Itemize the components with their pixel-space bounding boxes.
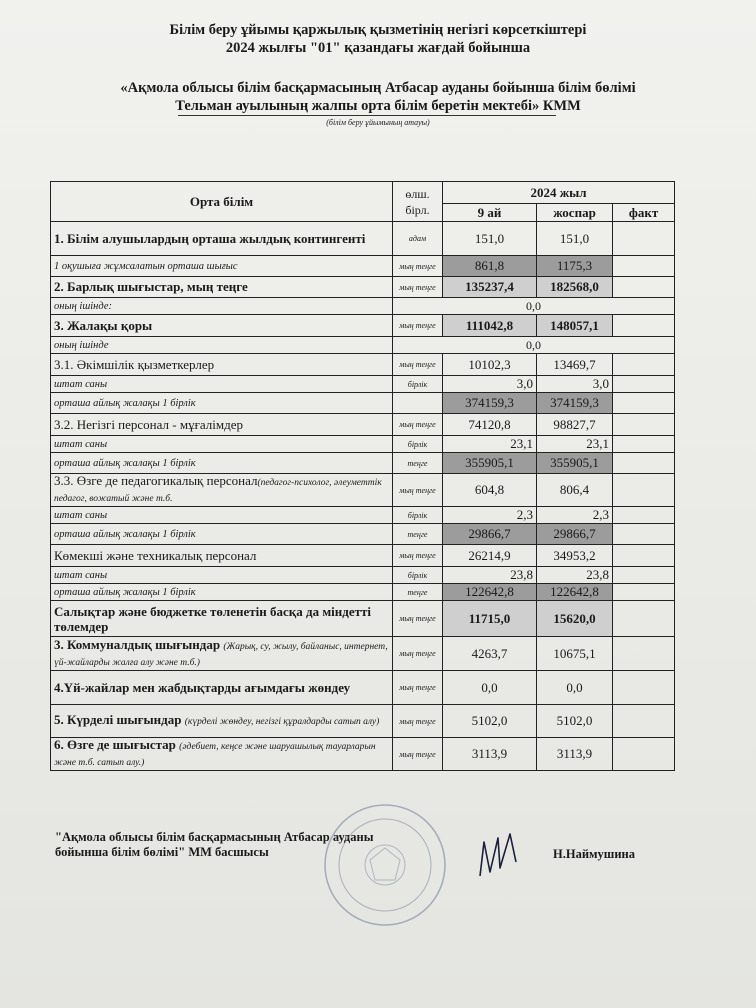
row-label-text: 3.2. Негізгі персонал - мұғалімдер xyxy=(54,416,243,432)
value-plan: 2,3 xyxy=(537,507,613,524)
row-unit: теңге xyxy=(393,453,443,474)
row-label xyxy=(51,256,393,277)
table-row xyxy=(51,315,675,337)
value-fact xyxy=(613,601,675,637)
value-plan: 13469,7 xyxy=(537,354,613,376)
row-label-note: (әдебиет, кеңсе және шаруашылық тауарларын және т.б. сатып алу.) xyxy=(54,742,376,768)
report-title: Білім беру ұйымы қаржылық қызметінің негізгі көрсеткіштері xyxy=(169,22,587,38)
value-plan: 1175,3 xyxy=(537,256,613,277)
value-9-months: 0,0 xyxy=(443,671,537,705)
value-fact xyxy=(613,277,675,298)
value-fact xyxy=(613,474,675,507)
table-row xyxy=(51,354,675,376)
value-plan: 374159,3 xyxy=(537,393,613,414)
row-unit: адам xyxy=(393,222,443,256)
row-label-text: орташа айлық жалақы 1 бірлік xyxy=(54,457,196,469)
table-row xyxy=(51,545,675,567)
organization-name-line2: Тельман ауылының жалпы орта білім беретін мектебі» КММ xyxy=(175,98,581,114)
value-plan: 3,0 xyxy=(537,376,613,393)
row-label xyxy=(51,637,393,671)
row-label-text: 5. Күрделі шығындар xyxy=(54,712,185,727)
header-unit-line2: бірл. xyxy=(405,202,430,217)
row-label xyxy=(51,567,393,584)
value-9-months: 23,1 xyxy=(443,436,537,453)
row-label xyxy=(51,474,393,507)
table-row xyxy=(51,705,675,738)
value-fact xyxy=(613,567,675,584)
header-education-level: Орта білім xyxy=(51,182,393,222)
value-fact xyxy=(613,222,675,256)
header-unit-line1: өлш. xyxy=(405,186,430,201)
value-plan: 15620,0 xyxy=(537,601,613,637)
header-plan: жоспар xyxy=(537,204,613,222)
official-stamp xyxy=(300,800,470,930)
row-unit: мың теңге xyxy=(393,705,443,738)
row-label-text: Көмекші және техникалық персонал xyxy=(54,547,257,563)
signer-name: Н.Наймушина xyxy=(553,847,635,861)
value-fact xyxy=(613,738,675,771)
value-fact xyxy=(613,705,675,738)
row-unit: бірлік xyxy=(393,507,443,524)
row-label-text: штат саны xyxy=(54,438,108,450)
table-row xyxy=(51,414,675,436)
row-label-text: 3. Жалақы қоры xyxy=(54,317,153,333)
row-label-text: Салықтар және бюджетке төленетін басқа да міндетті төлемдер xyxy=(54,603,372,634)
row-label-text: штат саны xyxy=(54,378,108,390)
value-fact xyxy=(613,354,675,376)
value-9-months: 3,0 xyxy=(443,376,537,393)
value-9-months: 135237,4 xyxy=(443,277,537,298)
value-plan: 3113,9 xyxy=(537,738,613,771)
row-label-text: 3.3. Өзге де педагогикалық персонал xyxy=(54,473,258,488)
organization-caption: (білім беру ұйымының атауы) xyxy=(326,118,430,127)
table-row xyxy=(51,671,675,705)
value-9-months: 23,8 xyxy=(443,567,537,584)
value-plan: 182568,0 xyxy=(537,277,613,298)
value-9-months: 374159,3 xyxy=(443,393,537,414)
row-unit: мың теңге xyxy=(393,671,443,705)
row-label-text: оның ішінде xyxy=(54,339,109,351)
value-plan: 806,4 xyxy=(537,474,613,507)
value-fact xyxy=(613,453,675,474)
value-plan: 151,0 xyxy=(537,222,613,256)
row-label-text: 3.1. Әкімшілік қызметкерлер xyxy=(54,356,215,372)
row-label xyxy=(51,436,393,453)
row-label-text: 4.Үй-жайлар мен жабдықтарды ағымдағы жөндеу xyxy=(54,679,351,695)
organization-underline xyxy=(178,115,556,116)
row-label xyxy=(51,705,393,738)
row-unit: мың теңге xyxy=(393,315,443,337)
row-label xyxy=(51,337,393,354)
row-unit: мың теңге xyxy=(393,637,443,671)
row-unit: бірлік xyxy=(393,436,443,453)
row-label-text: 1. Білім алушылардың орташа жылдық контингенті xyxy=(54,231,366,246)
table-row xyxy=(51,637,675,671)
row-label xyxy=(51,601,393,637)
footer-org-line2: бойынша білім бөлімі" ММ басшысы xyxy=(55,845,269,859)
table-row xyxy=(51,474,675,507)
value-plan: 148057,1 xyxy=(537,315,613,337)
table-row xyxy=(51,453,675,474)
merged-value: 0,0 xyxy=(393,298,675,315)
row-label-note: (күрделі жөндеу, негізгі құралдарды сатып алу) xyxy=(184,717,380,727)
row-unit: теңге xyxy=(393,524,443,545)
value-fact xyxy=(613,256,675,277)
row-label xyxy=(51,671,393,705)
value-plan: 0,0 xyxy=(537,671,613,705)
value-9-months: 2,3 xyxy=(443,507,537,524)
row-label xyxy=(51,315,393,337)
row-label-text: орташа айлық жалақы 1 бірлік xyxy=(54,528,196,540)
value-9-months: 122642,8 xyxy=(443,584,537,601)
row-label xyxy=(51,545,393,567)
table-header-row xyxy=(51,182,675,204)
row-label xyxy=(51,393,393,414)
row-unit: мың теңге xyxy=(393,474,443,507)
row-label-text: штат саны xyxy=(54,569,108,581)
row-label-text: 6. Өзге де шығыстар xyxy=(54,737,180,752)
row-label xyxy=(51,507,393,524)
value-9-months: 4263,7 xyxy=(443,637,537,671)
row-label-text: штат саны xyxy=(54,509,108,521)
value-9-months: 10102,3 xyxy=(443,354,537,376)
value-9-months: 355905,1 xyxy=(443,453,537,474)
row-unit: бірлік xyxy=(393,567,443,584)
table-row xyxy=(51,524,675,545)
table-row xyxy=(51,298,675,315)
header-9-months: 9 ай xyxy=(443,204,537,222)
value-9-months: 3113,9 xyxy=(443,738,537,771)
value-fact xyxy=(613,393,675,414)
row-label-text: оның ішінде: xyxy=(54,300,112,312)
table-row xyxy=(51,738,675,771)
table-row xyxy=(51,337,675,354)
value-plan: 34953,2 xyxy=(537,545,613,567)
row-label-text: орташа айлық жалақы 1 бірлік xyxy=(54,397,196,409)
table-row xyxy=(51,277,675,298)
value-9-months: 74120,8 xyxy=(443,414,537,436)
row-label-note: (Жарық, су, жылу, байланыс, интернет, үй-жайларды жалға алу және т.б.) xyxy=(54,641,388,668)
row-label xyxy=(51,453,393,474)
row-unit: мың теңге xyxy=(393,738,443,771)
footer-org-line1: "Ақмола облысы білім басқармасының Атбасар ауданы xyxy=(55,830,374,844)
header-fact: факт xyxy=(613,204,675,222)
value-fact xyxy=(613,545,675,567)
table-row xyxy=(51,376,675,393)
table-row xyxy=(51,436,675,453)
indicators-table xyxy=(50,181,675,771)
value-fact xyxy=(613,414,675,436)
row-unit: теңге xyxy=(393,584,443,601)
report-date: 2024 жылғы "01" қазандағы жағдай бойынша xyxy=(225,40,531,56)
value-fact xyxy=(613,584,675,601)
row-unit: мың теңге xyxy=(393,354,443,376)
row-label-text: 1 оқушыға жұмсалатын орташа шығыс xyxy=(54,260,238,272)
row-unit: мың теңге xyxy=(393,414,443,436)
row-label xyxy=(51,414,393,436)
value-fact xyxy=(613,507,675,524)
table-row xyxy=(51,507,675,524)
row-label-text: 3. Коммуналдық шығындар xyxy=(54,636,224,652)
row-label-text: 2. Барлық шығыстар, мың теңге xyxy=(54,279,248,294)
table-row xyxy=(51,601,675,637)
merged-value: 0,0 xyxy=(393,337,675,354)
value-plan: 98827,7 xyxy=(537,414,613,436)
value-9-months: 111042,8 xyxy=(443,315,537,337)
value-plan: 10675,1 xyxy=(537,637,613,671)
row-unit: мың теңге xyxy=(393,601,443,637)
header-year: 2024 жыл xyxy=(443,182,675,204)
table-row xyxy=(51,222,675,256)
row-label xyxy=(51,354,393,376)
row-label xyxy=(51,277,393,298)
value-fact xyxy=(613,637,675,671)
value-fact xyxy=(613,524,675,545)
row-unit xyxy=(393,393,443,414)
value-9-months: 151,0 xyxy=(443,222,537,256)
row-unit: бірлік xyxy=(393,376,443,393)
row-label xyxy=(51,376,393,393)
value-plan: 23,8 xyxy=(537,567,613,584)
row-label-note: (педагог-психолог, әлеуметтік педагог, вожатый және т.б. xyxy=(54,478,382,504)
value-9-months: 604,8 xyxy=(443,474,537,507)
table-body xyxy=(51,222,675,771)
header-unit xyxy=(393,182,443,222)
value-plan: 122642,8 xyxy=(537,584,613,601)
row-label xyxy=(51,298,393,315)
row-unit: мың теңге xyxy=(393,256,443,277)
value-9-months: 5102,0 xyxy=(443,705,537,738)
value-plan: 29866,7 xyxy=(537,524,613,545)
value-fact xyxy=(613,376,675,393)
organization-name-line1: «Ақмола облысы білім басқармасының Атбасар ауданы бойынша білім бөлімі xyxy=(120,80,636,96)
row-unit: мың теңге xyxy=(393,545,443,567)
value-plan: 5102,0 xyxy=(537,705,613,738)
table-row xyxy=(51,393,675,414)
row-label xyxy=(51,524,393,545)
value-plan: 23,1 xyxy=(537,436,613,453)
value-fact xyxy=(613,315,675,337)
table-row xyxy=(51,584,675,601)
row-label xyxy=(51,584,393,601)
value-9-months: 26214,9 xyxy=(443,545,537,567)
table-row xyxy=(51,567,675,584)
value-9-months: 861,8 xyxy=(443,256,537,277)
row-label-text: орташа айлық жалақы 1 бірлік xyxy=(54,586,196,598)
table-row xyxy=(51,256,675,277)
value-9-months: 29866,7 xyxy=(443,524,537,545)
value-fact xyxy=(613,436,675,453)
value-plan: 355905,1 xyxy=(537,453,613,474)
row-label xyxy=(51,222,393,256)
value-9-months: 11715,0 xyxy=(443,601,537,637)
value-fact xyxy=(613,671,675,705)
row-label xyxy=(51,738,393,771)
row-unit: мың теңге xyxy=(393,277,443,298)
signature xyxy=(476,832,536,882)
